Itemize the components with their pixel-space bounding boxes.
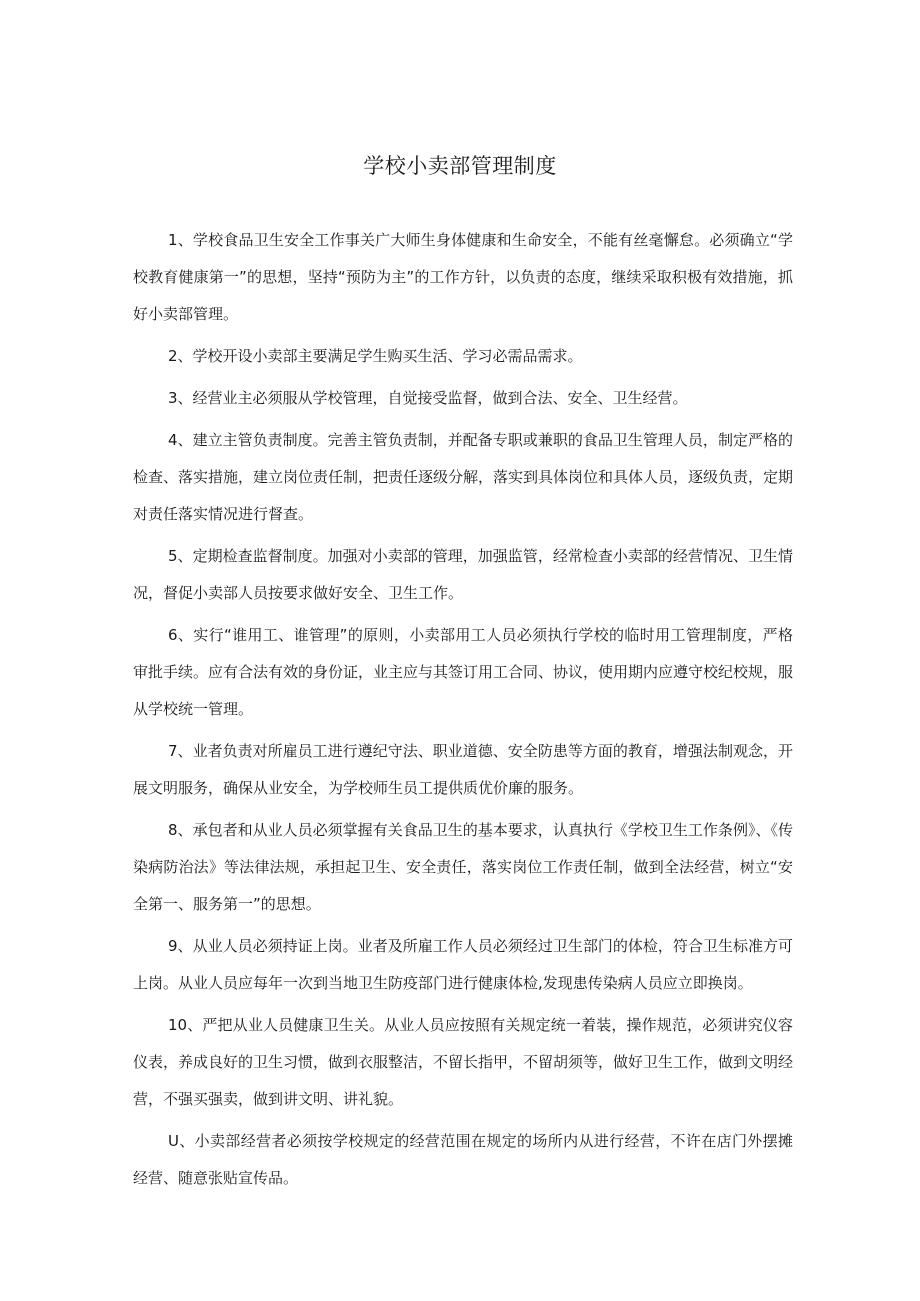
paragraph-4: 4、建立主管负责制度。完善主管负责制，并配备专职或兼职的食品卫生管理人员，制定严格的检查、落实措施，建立岗位责任制，把责任逐级分解，落实到具体岗位和具体人员，逐级负责，定期对责任落实情况进行督查。 — [133, 431, 794, 523]
paragraph-3: 3、经营业主必须服从学校管理，自觉接受监督，做到合法、安全、卫生经营。 — [168, 389, 688, 407]
document-body — [133, 222, 793, 1202]
document-title: 学校小卖部管理制度 — [363, 154, 557, 178]
paragraph-1: 1、学校食品卫生安全工作事关广大师生身体健康和生命安全，不能有丝毫懈怠。必须确立“学校教育健康第一”的思想，坚持“预防为主”的工作方针，以负责的态度，继续采取积极有效措施，抓好小卖部管理。 — [133, 231, 793, 323]
paragraph-8: 8、承包者和从业人员必须掌握有关食品卫生的基本要求，认真执行《学校卫生工作条例》、《传染病防治法》等法律法规，承担起卫生、安全责任，落实岗位工作责任制，做到全法经营，树立“安全第一、服务第一”的思想。 — [133, 821, 793, 913]
paragraph-10: 10、严把从业人员健康卫生关。从业人员应按照有关规定统一着装，操作规范，必须讲究仪容仪表，养成良好的卫生习惯，做到衣服整洁，不留长指甲，不留胡须等，做好卫生工作，做到文明经营，不强买强卖，做到讲文明、讲礼貌。 — [133, 1016, 794, 1108]
paragraph-6: 6、实行“谁用工、谁管理”的原则，小卖部用工人员必须执行学校的临时用工管理制度，严格审批手续。应有合法有效的身份证，业主应与其签订用工合同、协议，使用期内应遵守校纪校规，服从学校统一管理。 — [133, 626, 794, 718]
paragraph-11: U、小卖部经营者必须按学校规定的经营范围在规定的场所内从进行经营，不许在店门外摆摊经营、随意张贴宣传品。 — [133, 1132, 793, 1187]
paragraph-2: 2、学校开设小卖部主要满足学生购买生活、学习必需品需求。 — [168, 347, 583, 365]
paragraph-7: 7、业者负责对所雇员工进行遵纪守法、职业道德、安全防患等方面的教育，增强法制观念，开展文明服务，确保从业安全，为学校师生员工提供质优价廉的服务。 — [133, 742, 793, 797]
paragraph-5: 5、定期检查监督制度。加强对小卖部的管理，加强监管，经常检查小卖部的经营情况、卫生情况，督促小卖部人员按要求做好安全、卫生工作。 — [133, 547, 793, 602]
paragraph-9: 9、从业人员必须持证上岗。业者及所雇工作人员必须经过卫生部门的体检，符合卫生标准方可上岗。从业人员应每年一次到当地卫生防疫部门进行健康体检,发现患传染病人员应立即换岗。 — [133, 937, 793, 992]
